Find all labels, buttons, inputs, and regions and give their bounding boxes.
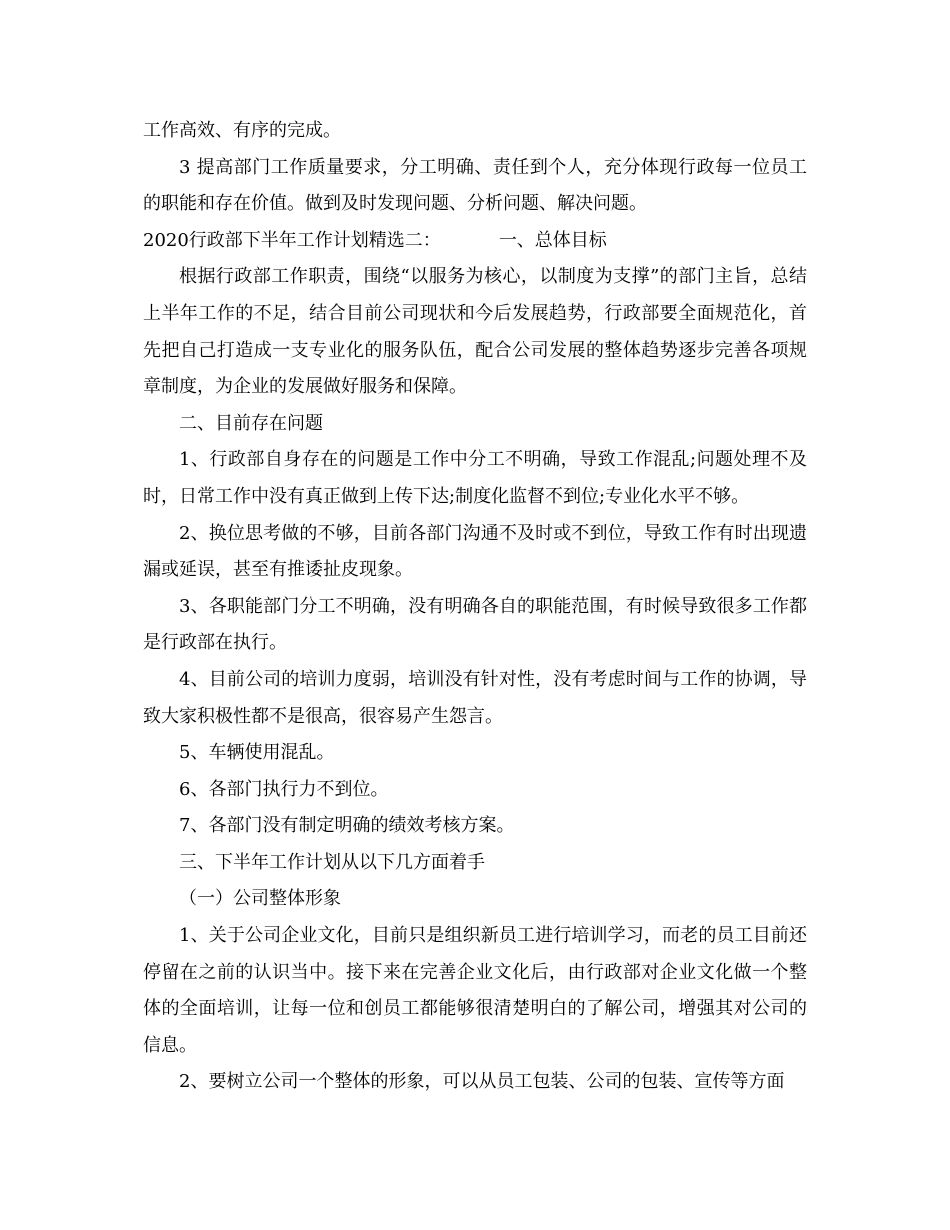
- problem-item-7: 7、各部门没有制定明确的绩效考核方案。: [179, 815, 515, 837]
- overall-goal-heading: 一、总体目标: [498, 229, 607, 251]
- plan-item-2: 2、要树立公司一个整体的形象，可以从员工包装、公司的包装、宣传等方面: [179, 1071, 785, 1093]
- section-heading-line: [143, 223, 807, 260]
- heading-current-problems: 二、目前存在问题: [179, 412, 323, 434]
- paragraph-item-3: 3 提高部门工作质量要求，分工明确、责任到个人，充分体现行政每一位员工的职能和存在价值。做到及时发现问题、分析问题、解决问题。: [143, 156, 807, 215]
- subheading-company-image: （一）公司整体形象: [179, 888, 341, 910]
- document-body: [143, 113, 807, 1101]
- problem-item-5: 5、车辆使用混乱。: [179, 742, 335, 764]
- problem-item-2: 2、换位思考做的不够，目前各部门沟通不及时或不到位，导致工作有时出现遗漏或延误，甚至有推诿扯皮现象。: [143, 522, 807, 581]
- plan-title: 2020行政部下半年工作计划精选二：: [143, 229, 441, 251]
- problem-item-3: 3、各职能部门分工不明确，没有明确各自的职能范围，有时候导致很多工作都是行政部在执行。: [143, 595, 807, 654]
- heading-work-plan: 三、下半年工作计划从以下几方面着手: [179, 851, 485, 873]
- paragraph-continued: 工作高效、有序的完成。: [143, 120, 341, 141]
- plan-item-1: 1、关于公司企业文化，目前只是组织新员工进行培训学习，而老的员工目前还停留在之前的认识当中。接下来在完善企业文化后，由行政部对企业文化做一个整体的全面培训，让每一位和创员工都能够很清楚明白的了解公司，增强其对公司的信息。: [143, 925, 807, 1056]
- paragraph-overall-goal: 根据行政部工作职责，围绕“以服务为核心，以制度为支撑”的部门主旨，总结上半年工作的不足，结合目前公司现状和今后发展趋势，行政部要全面规范化，首先把自己打造成一支专业化的服务队伍，配合公司发展的整体趋势逐步完善各项规章制度，为企业的发展做好服务和保障。: [143, 266, 807, 398]
- problem-item-6: 6、各部门执行力不到位。: [179, 778, 389, 800]
- problem-item-4: 4、目前公司的培训力度弱，培训没有针对性，没有考虑时间与工作的协调，导致大家积极性都不是很高，很容易产生怨言。: [143, 668, 807, 727]
- problem-item-1: 1、行政部自身存在的问题是工作中分工不明确，导致工作混乱;问题处理不及时，日常工作中没有真正做到上传下达;制度化监督不到位;专业化水平不够。: [143, 449, 807, 507]
